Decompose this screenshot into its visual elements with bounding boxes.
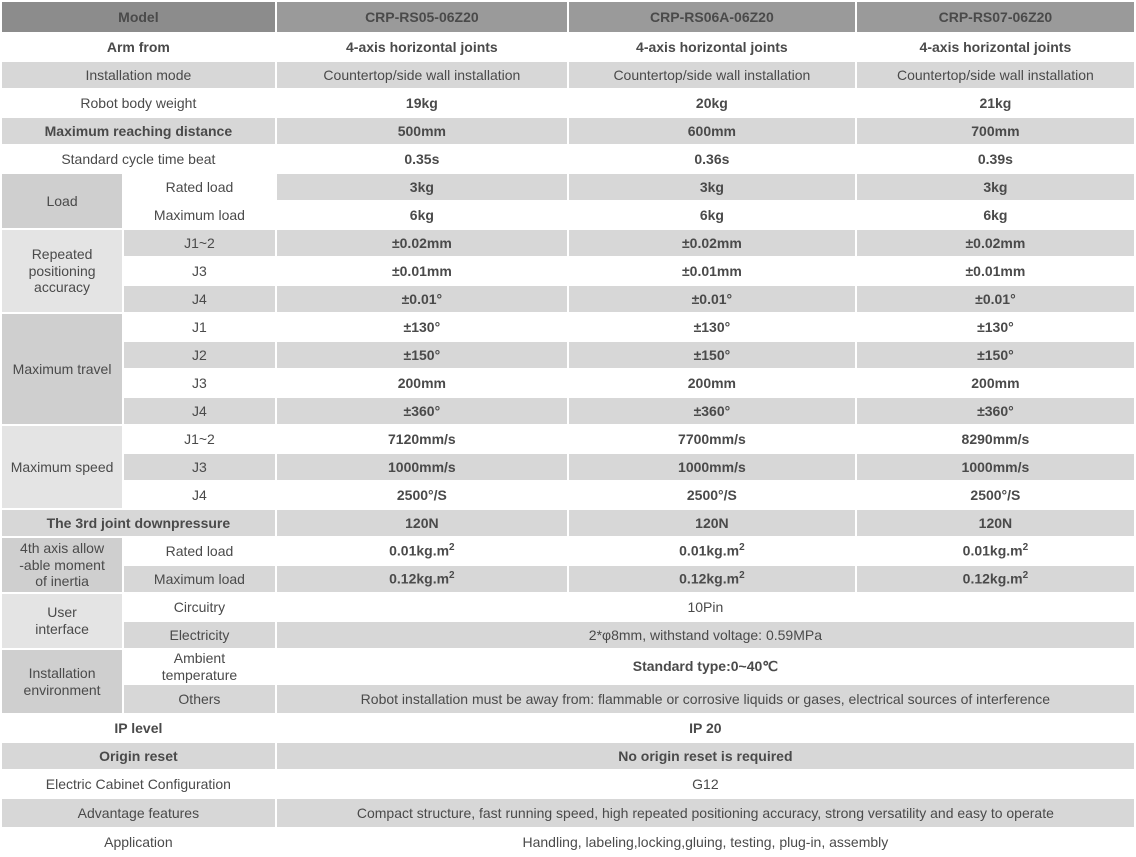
ambient-temperature-line2: temperature xyxy=(161,666,238,683)
cell-value: 8290mm/s xyxy=(856,425,1135,453)
row-label: J2 xyxy=(123,341,276,369)
cell-value: ±0.01° xyxy=(568,285,856,313)
user-interface-label-line1: User xyxy=(47,604,77,621)
table-row xyxy=(1,649,1135,684)
cell-value xyxy=(276,537,568,565)
table-row xyxy=(1,425,1135,453)
group-label-moment-of-inertia xyxy=(1,537,123,593)
row-label: Electricity xyxy=(123,621,276,649)
table-row xyxy=(1,828,1135,856)
cell-value xyxy=(856,537,1135,565)
cell-value: 19kg xyxy=(276,89,568,117)
cell-value: G12 xyxy=(276,770,1135,798)
cell-value: 4-axis horizontal joints xyxy=(568,33,856,61)
cell-value: 2500°/S xyxy=(856,481,1135,509)
cell-value-text: 0.12kg.m xyxy=(389,571,450,588)
cell-value: ±130° xyxy=(856,313,1135,341)
table-row xyxy=(1,117,1135,145)
cell-value: 3kg xyxy=(568,173,856,201)
cell-value-text: 0.12kg.m xyxy=(962,571,1023,588)
row-label-installation-mode: Installation mode xyxy=(1,61,276,89)
cell-value: Countertop/side wall installation xyxy=(276,61,568,89)
table-row xyxy=(1,173,1135,201)
cell-value: ±0.02mm xyxy=(276,229,568,257)
table-row xyxy=(1,89,1135,117)
row-label: Maximum load xyxy=(123,565,276,593)
cell-value: 6kg xyxy=(276,201,568,229)
table-row xyxy=(1,229,1135,257)
cell-value: 20kg xyxy=(568,89,856,117)
row-label: Circuitry xyxy=(123,593,276,621)
installation-env-label-line2: environment xyxy=(23,681,101,698)
cell-value: 3kg xyxy=(276,173,568,201)
row-label: J3 xyxy=(123,257,276,285)
cell-value: ±130° xyxy=(568,313,856,341)
superscript: 2 xyxy=(739,570,745,582)
table-row xyxy=(1,453,1135,481)
cell-value xyxy=(568,565,856,593)
cell-value xyxy=(856,565,1135,593)
table-row xyxy=(1,61,1135,89)
table-row xyxy=(1,341,1135,369)
group-label-installation-environment xyxy=(1,649,123,714)
cell-value: 700mm xyxy=(856,117,1135,145)
row-label-standard-cycle-time: Standard cycle time beat xyxy=(1,145,276,173)
table-row xyxy=(1,369,1135,397)
installation-env-label-line1: Installation xyxy=(28,665,96,681)
cell-value-text: 0.01kg.m xyxy=(962,543,1023,560)
cell-value: ±150° xyxy=(568,341,856,369)
inertia-label-line1: 4th axis allow xyxy=(20,540,105,557)
table-row xyxy=(1,313,1135,341)
row-label: J4 xyxy=(123,481,276,509)
row-label: J1 xyxy=(123,313,276,341)
cell-value: ±360° xyxy=(568,397,856,425)
group-label-maximum-speed: Maximum speed xyxy=(1,425,123,509)
row-label: Rated load xyxy=(123,173,276,201)
table-row xyxy=(1,509,1135,537)
row-label-downpressure: The 3rd joint downpressure xyxy=(1,509,276,537)
table-row xyxy=(1,481,1135,509)
cell-value: 120N xyxy=(568,509,856,537)
group-label-load: Load xyxy=(1,173,123,229)
cell-value: 500mm xyxy=(276,117,568,145)
row-label-electric-cabinet: Electric Cabinet Configuration xyxy=(1,770,276,798)
inertia-label-line2: -able moment xyxy=(19,556,105,573)
cell-value: 200mm xyxy=(276,369,568,397)
user-interface-label-line2: interface xyxy=(35,621,89,637)
cell-value: ±0.01mm xyxy=(276,257,568,285)
table-row xyxy=(1,201,1135,229)
cell-value: 3kg xyxy=(856,173,1135,201)
cell-value: 2500°/S xyxy=(568,481,856,509)
table-row xyxy=(1,684,1135,714)
table-header-row xyxy=(1,1,1135,33)
cell-value: 0.35s xyxy=(276,145,568,173)
row-label: J4 xyxy=(123,397,276,425)
cell-value: ±0.02mm xyxy=(856,229,1135,257)
cell-value: Robot installation must be away from: flammable or corrosive liquids or gases, electrical sources of interference xyxy=(276,684,1135,714)
cell-value: ±0.01mm xyxy=(856,257,1135,285)
cell-value: Countertop/side wall installation xyxy=(568,61,856,89)
header-model-1: CRP-RS05-06Z20 xyxy=(276,1,568,33)
cell-value: 10Pin xyxy=(276,593,1135,621)
cell-value: 6kg xyxy=(856,201,1135,229)
cell-value: 0.39s xyxy=(856,145,1135,173)
cell-value: Compact structure, fast running speed, high repeated positioning accuracy, strong versatility and easy to operate xyxy=(276,798,1135,828)
group-label-user-interface xyxy=(1,593,123,649)
cell-value: ±150° xyxy=(856,341,1135,369)
cell-value: ±0.01° xyxy=(276,285,568,313)
table-row xyxy=(1,714,1135,742)
cell-value: 7700mm/s xyxy=(568,425,856,453)
cell-value xyxy=(568,537,856,565)
superscript: 2 xyxy=(449,570,455,582)
row-label-application: Application xyxy=(1,828,276,856)
cell-value: 4-axis horizontal joints xyxy=(276,33,568,61)
cell-value: 600mm xyxy=(568,117,856,145)
cell-value: ±360° xyxy=(276,397,568,425)
cell-value: Handling, labeling,locking,gluing, testing, plug-in, assembly xyxy=(276,828,1135,856)
header-model-3: CRP-RS07-06Z20 xyxy=(856,1,1135,33)
row-label: Maximum load xyxy=(123,201,276,229)
table-row xyxy=(1,397,1135,425)
group-label-repeated-positioning-accuracy: Repeated positioning accuracy xyxy=(1,229,123,313)
table-row xyxy=(1,285,1135,313)
table-row xyxy=(1,742,1135,770)
table-row xyxy=(1,770,1135,798)
cell-value: 1000mm/s xyxy=(568,453,856,481)
row-label: J1~2 xyxy=(123,229,276,257)
row-label-robot-body-weight: Robot body weight xyxy=(1,89,276,117)
header-model-label: Model xyxy=(1,1,276,33)
cell-value: ±130° xyxy=(276,313,568,341)
table-row xyxy=(1,257,1135,285)
cell-value: 4-axis horizontal joints xyxy=(856,33,1135,61)
row-label-origin-reset: Origin reset xyxy=(1,742,276,770)
cell-value: 2500°/S xyxy=(276,481,568,509)
table-row xyxy=(1,145,1135,173)
cell-value: 200mm xyxy=(856,369,1135,397)
cell-value: ±150° xyxy=(276,341,568,369)
cell-value: 6kg xyxy=(568,201,856,229)
cell-value: ±0.01° xyxy=(856,285,1135,313)
row-label: Others xyxy=(123,684,276,714)
cell-value: 1000mm/s xyxy=(856,453,1135,481)
table-row xyxy=(1,33,1135,61)
cell-value: 1000mm/s xyxy=(276,453,568,481)
row-label-maximum-reaching-distance: Maximum reaching distance xyxy=(1,117,276,145)
cell-value: 0.36s xyxy=(568,145,856,173)
cell-value: Standard type:0~40℃ xyxy=(276,649,1135,684)
superscript: 2 xyxy=(449,542,455,554)
inertia-label-line3: of inertia xyxy=(35,573,89,590)
cell-value: 2*φ8mm, withstand voltage: 0.59MPa xyxy=(276,621,1135,649)
row-label-ip-level: IP level xyxy=(1,714,276,742)
cell-value: 21kg xyxy=(856,89,1135,117)
cell-value: 7120mm/s xyxy=(276,425,568,453)
cell-value-text: 0.01kg.m xyxy=(389,543,450,560)
table-row xyxy=(1,621,1135,649)
cell-value: Countertop/side wall installation xyxy=(856,61,1135,89)
cell-value: 200mm xyxy=(568,369,856,397)
cell-value: 120N xyxy=(276,509,568,537)
cell-value: 120N xyxy=(856,509,1135,537)
row-label: J3 xyxy=(123,453,276,481)
row-label: J1~2 xyxy=(123,425,276,453)
cell-value: No origin reset is required xyxy=(276,742,1135,770)
row-label: J3 xyxy=(123,369,276,397)
table-row xyxy=(1,798,1135,828)
superscript: 2 xyxy=(1022,542,1029,554)
table-row xyxy=(1,593,1135,621)
superscript: 2 xyxy=(739,542,745,554)
group-label-maximum-travel: Maximum travel xyxy=(1,313,123,425)
ambient-temperature-line1: Ambient xyxy=(173,650,226,666)
cell-value xyxy=(276,565,568,593)
cell-value: ±0.02mm xyxy=(568,229,856,257)
row-label-advantage-features: Advantage features xyxy=(1,798,276,828)
cell-value-text: 0.12kg.m xyxy=(679,571,740,588)
cell-value: ±360° xyxy=(856,397,1135,425)
row-label: Rated load xyxy=(123,537,276,565)
cell-value: IP 20 xyxy=(276,714,1135,742)
cell-value: ±0.01mm xyxy=(568,257,856,285)
superscript: 2 xyxy=(1022,570,1029,582)
row-label: J4 xyxy=(123,285,276,313)
row-label xyxy=(123,649,276,684)
table-row xyxy=(1,537,1135,565)
cell-value-text: 0.01kg.m xyxy=(679,543,740,560)
row-label-arm-from: Arm from xyxy=(1,33,276,61)
table-row xyxy=(1,565,1135,593)
header-model-2: CRP-RS06A-06Z20 xyxy=(568,1,856,33)
